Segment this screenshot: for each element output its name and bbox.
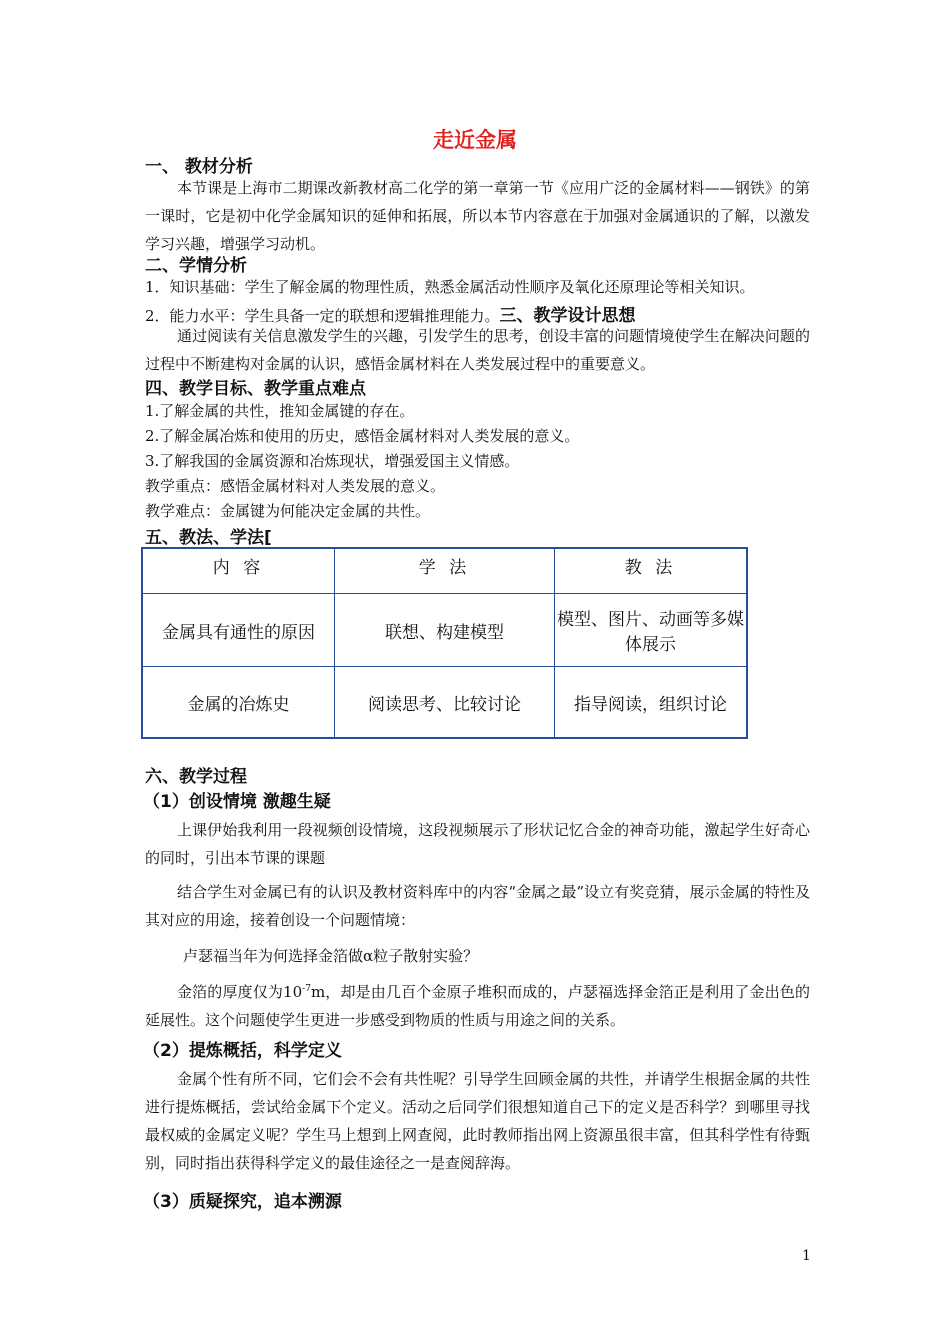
section-2-line-1: 1．知识基础：学生了解金属的物理性质，熟悉金属活动性顺序及氧化还原理论等相关知识。 [145,278,755,296]
table-row [142,594,747,667]
subsection-2-heading: （2）提炼概括，科学定义 [143,1041,342,1061]
section-6-heading: 六、教学过程 [145,767,247,787]
section-3-paragraph: 通过阅读有关信息激发学生的兴趣，引发学生的思考，创设丰富的问题情境使学生在解决问题的过程中不断建构对金属的认识，感悟金属材料在人类发展过程中的重要意义。 [145,327,810,373]
objective-2: 2.了解金属冶炼和使用的历史，感悟金属材料对人类发展的意义。 [145,427,580,445]
gold-foil-text-a: 金箔的厚度仅为10 [177,983,303,1001]
table-cell: 阅读思考、比较讨论 [335,667,555,739]
objective-1: 1.了解金属的共性，推知金属键的存在。 [145,402,415,420]
page-number: 1 [802,1248,811,1264]
section-3-heading: 三、教学设计思想 [499,306,636,326]
table-row [142,667,747,739]
process-paragraph-5: 金属个性有所不同，它们会不会有共性呢？引导学生回顾金属的共性，并请学生根据金属的共性进行提炼概括，尝试给金属下个定义。活动之后同学们很想知道自己下的定义是否科学？到哪里寻找最权威的金属定义呢？学生马上想到上网查阅，此时教师指出网上资源虽很丰富，但其科学性有待甄别，同时指出获得科学定义的最佳途径之一是查阅辞海。 [145,1070,810,1172]
subsection-1-heading: （1）创设情境 激趣生疑 [143,792,331,812]
section-4-heading: 四、教学目标、教学重点难点 [145,379,366,399]
teaching-difficulty: 教学难点：金属键为何能决定金属的共性。 [145,502,431,520]
methods-table [141,547,748,739]
objective-3: 3.了解我国的金属资源和冶炼现状，增强爱国主义情感。 [145,452,520,470]
process-paragraph-1: 上课伊始我利用一段视频创设情境，这段视频展示了形状记忆合金的神奇功能，激起学生好奇心的同时，引出本节课的课题 [145,821,810,867]
document-title: 走近金属 [433,128,517,152]
gold-foil-text-b: m，却是由几百个金原子堆积而成的，卢瑟福选择金箔正是利用了金出色的延展性。这个问题使学生更进一步感受到物质的性质与用途之间的关系。 [145,983,810,1029]
table-header-cell: 教 法 [555,548,748,594]
teaching-focus: 教学重点：感悟金属材料对人类发展的意义。 [145,477,446,495]
process-paragraph-2: 结合学生对金属已有的认识及教材资料库中的内容“金属之最”设立有奖竞猜，展示金属的特性及其对应的用途，接着创设一个问题情境： [145,883,810,929]
section-5-heading: 五、教法、学法[ [145,528,272,548]
process-question: 卢瑟福当年为何选择金箔做α粒子散射实验？ [183,947,479,965]
section-2-line-2-text: 2．能力水平：学生具备一定的联想和逻辑推理能力。 [145,307,500,325]
table-cell: 金属的冶炼史 [142,667,335,739]
table-header-row [142,548,747,594]
table-cell: 模型、图片、动画等多媒体展示 [555,594,748,667]
process-paragraph-4 [145,975,810,1034]
section-1-heading: 一、 教材分析 [145,157,253,177]
table-cell: 金属具有通性的原因 [142,594,335,667]
table-header-cell: 内 容 [142,548,335,594]
subsection-3-heading: （3）质疑探究，追本溯源 [143,1192,342,1212]
table-cell: 联想、构建模型 [335,594,555,667]
exponent: -7 [302,984,311,994]
table-header-cell: 学 法 [335,548,555,594]
section-1-paragraph: 本节课是上海市二期课改新教材高二化学的第一章第一节《应用广泛的金属材料——钢铁》的第一课时，它是初中化学金属知识的延伸和拓展，所以本节内容意在于加强对金属通识的了解，以激发学习兴趣，增强学习动机。 [145,179,810,253]
section-2-heading: 二、学情分析 [145,256,247,276]
table-cell: 指导阅读，组织讨论 [555,667,748,739]
